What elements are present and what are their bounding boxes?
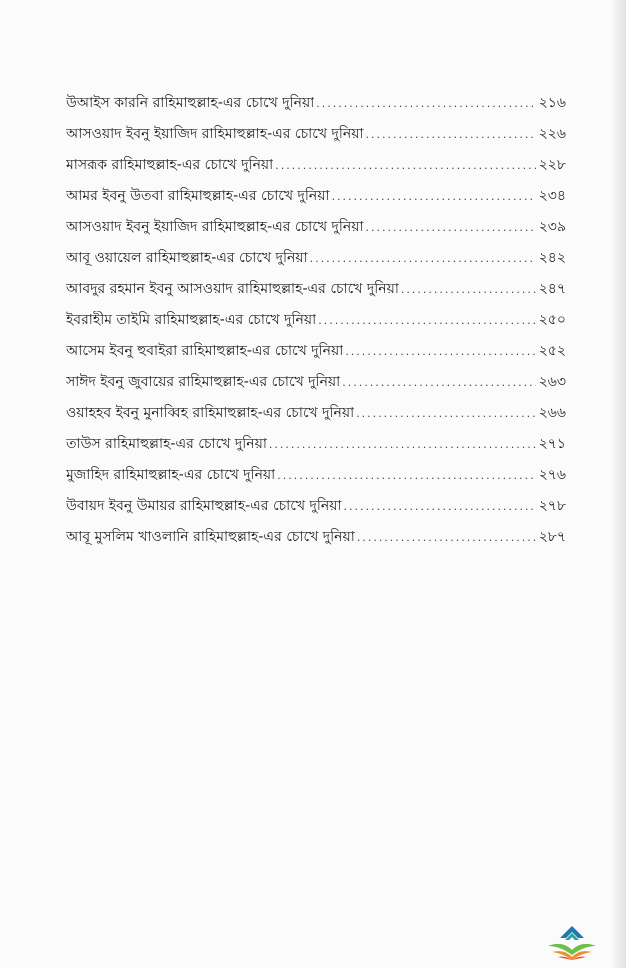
toc-entry-title: তাউস রাহিমাহুল্লাহ-এর চোখে দুনিয়া [66, 436, 267, 452]
toc-entry [66, 94, 566, 125]
toc-entry [66, 466, 566, 497]
page-edge-shadow [610, 0, 626, 968]
dot-leader [316, 94, 536, 113]
publisher-logo-icon [540, 922, 604, 960]
toc-entry [66, 311, 566, 342]
toc-entry [66, 497, 566, 528]
toc-page-number: ২৫০ [538, 312, 566, 328]
dot-leader [277, 466, 536, 485]
toc-entry-title: ইবরাহীম তাইমি রাহিমাহুল্লাহ-এর চোখে দুনিয়া [66, 312, 317, 328]
toc-page-number: ২৭৬ [538, 467, 566, 483]
toc-entry [66, 528, 566, 559]
toc-entry [66, 156, 566, 187]
toc-page-number: ২৪৭ [538, 281, 566, 297]
toc-page-number: ২৫২ [538, 343, 566, 359]
dot-leader [275, 156, 536, 175]
dot-leader [357, 528, 536, 547]
dot-leader [332, 187, 536, 206]
toc-entry [66, 249, 566, 280]
toc-entry [66, 373, 566, 404]
toc-page-number: ২২৮ [538, 157, 566, 173]
dot-leader [310, 249, 536, 268]
dot-leader [344, 497, 536, 516]
toc-entry-title: আমর ইবনু উতবা রাহিমাহুল্লাহ-এর চোখে দুনিয়া [66, 188, 330, 204]
toc-entry [66, 342, 566, 373]
toc-page-number: ২২৬ [538, 126, 566, 142]
dot-leader [356, 404, 536, 423]
toc-page-number: ২১৬ [538, 95, 566, 111]
dot-leader [342, 373, 536, 392]
dot-leader [366, 218, 536, 237]
toc-page-number: ২৩৯ [538, 219, 566, 235]
table-of-contents [66, 94, 566, 559]
toc-entry [66, 280, 566, 311]
toc-entry-title: আবূ ওয়ায়েল রাহিমাহুল্লাহ-এর চোখে দুনিয়া [66, 250, 308, 266]
toc-entry-title: আবূ মুসলিম খাওলানি রাহিমাহুল্লাহ-এর চোখে দুনিয়া [66, 529, 355, 545]
toc-page-number: ২৭১ [538, 436, 566, 452]
toc-entry-title: উবায়দ ইবনু উমায়র রাহিমাহুল্লাহ-এর চোখে দুনিয়া [66, 498, 342, 514]
dot-leader [366, 125, 536, 144]
toc-entry-title: মাসরূক রাহিমাহুল্লাহ-এর চোখে দুনিয়া [66, 157, 274, 173]
toc-page-number: ২৩৪ [538, 188, 566, 204]
toc-page-number: ২৮৭ [538, 529, 566, 545]
dot-leader [269, 435, 536, 454]
toc-page-number: ২৬৩ [538, 374, 566, 390]
toc-entry-title: আবদুর রহমান ইবনু আসওয়াদ রাহিমাহুল্লাহ-এর চোখে দুনিয়া [66, 281, 399, 297]
toc-page-number: ২৬৬ [538, 405, 566, 421]
toc-entry [66, 125, 566, 156]
dot-leader [318, 311, 536, 330]
toc-entry [66, 435, 566, 466]
dot-leader [401, 280, 536, 299]
toc-entry-title: সাঈদ ইবনু জুবায়ের রাহিমাহুল্লাহ-এর চোখে দুনিয়া [66, 374, 341, 390]
toc-entry-title: ওয়াহহব ইবনু মুনাব্বিহ রাহিমাহুল্লাহ-এর চোখে দুনিয়া [66, 405, 355, 421]
toc-entry [66, 187, 566, 218]
toc-page-number: ২৭৮ [538, 498, 566, 514]
toc-entry-title: আসেম ইবনু হুবাইরা রাহিমাহুল্লাহ-এর চোখে দুনিয়া [66, 343, 344, 359]
toc-entry [66, 404, 566, 435]
toc-entry [66, 218, 566, 249]
toc-page-number: ২৪২ [538, 250, 566, 266]
toc-entry-title: মুজাহিদ রাহিমাহুল্লাহ-এর চোখে দুনিয়া [66, 467, 276, 483]
toc-entry-title: আসওয়াদ ইবনু ইয়াজিদ রাহিমাহুল্লাহ-এর চোখে দুনিয়া [66, 219, 364, 235]
toc-entry-title: উআইস কারনি রাহিমাহুল্লাহ-এর চোখে দুনিয়া [66, 95, 315, 111]
toc-entry-title: আসওয়াদ ইবনু ইয়াজিদ রাহিমাহুল্লাহ-এর চোখে দুনিয়া [66, 126, 364, 142]
dot-leader [345, 342, 536, 361]
